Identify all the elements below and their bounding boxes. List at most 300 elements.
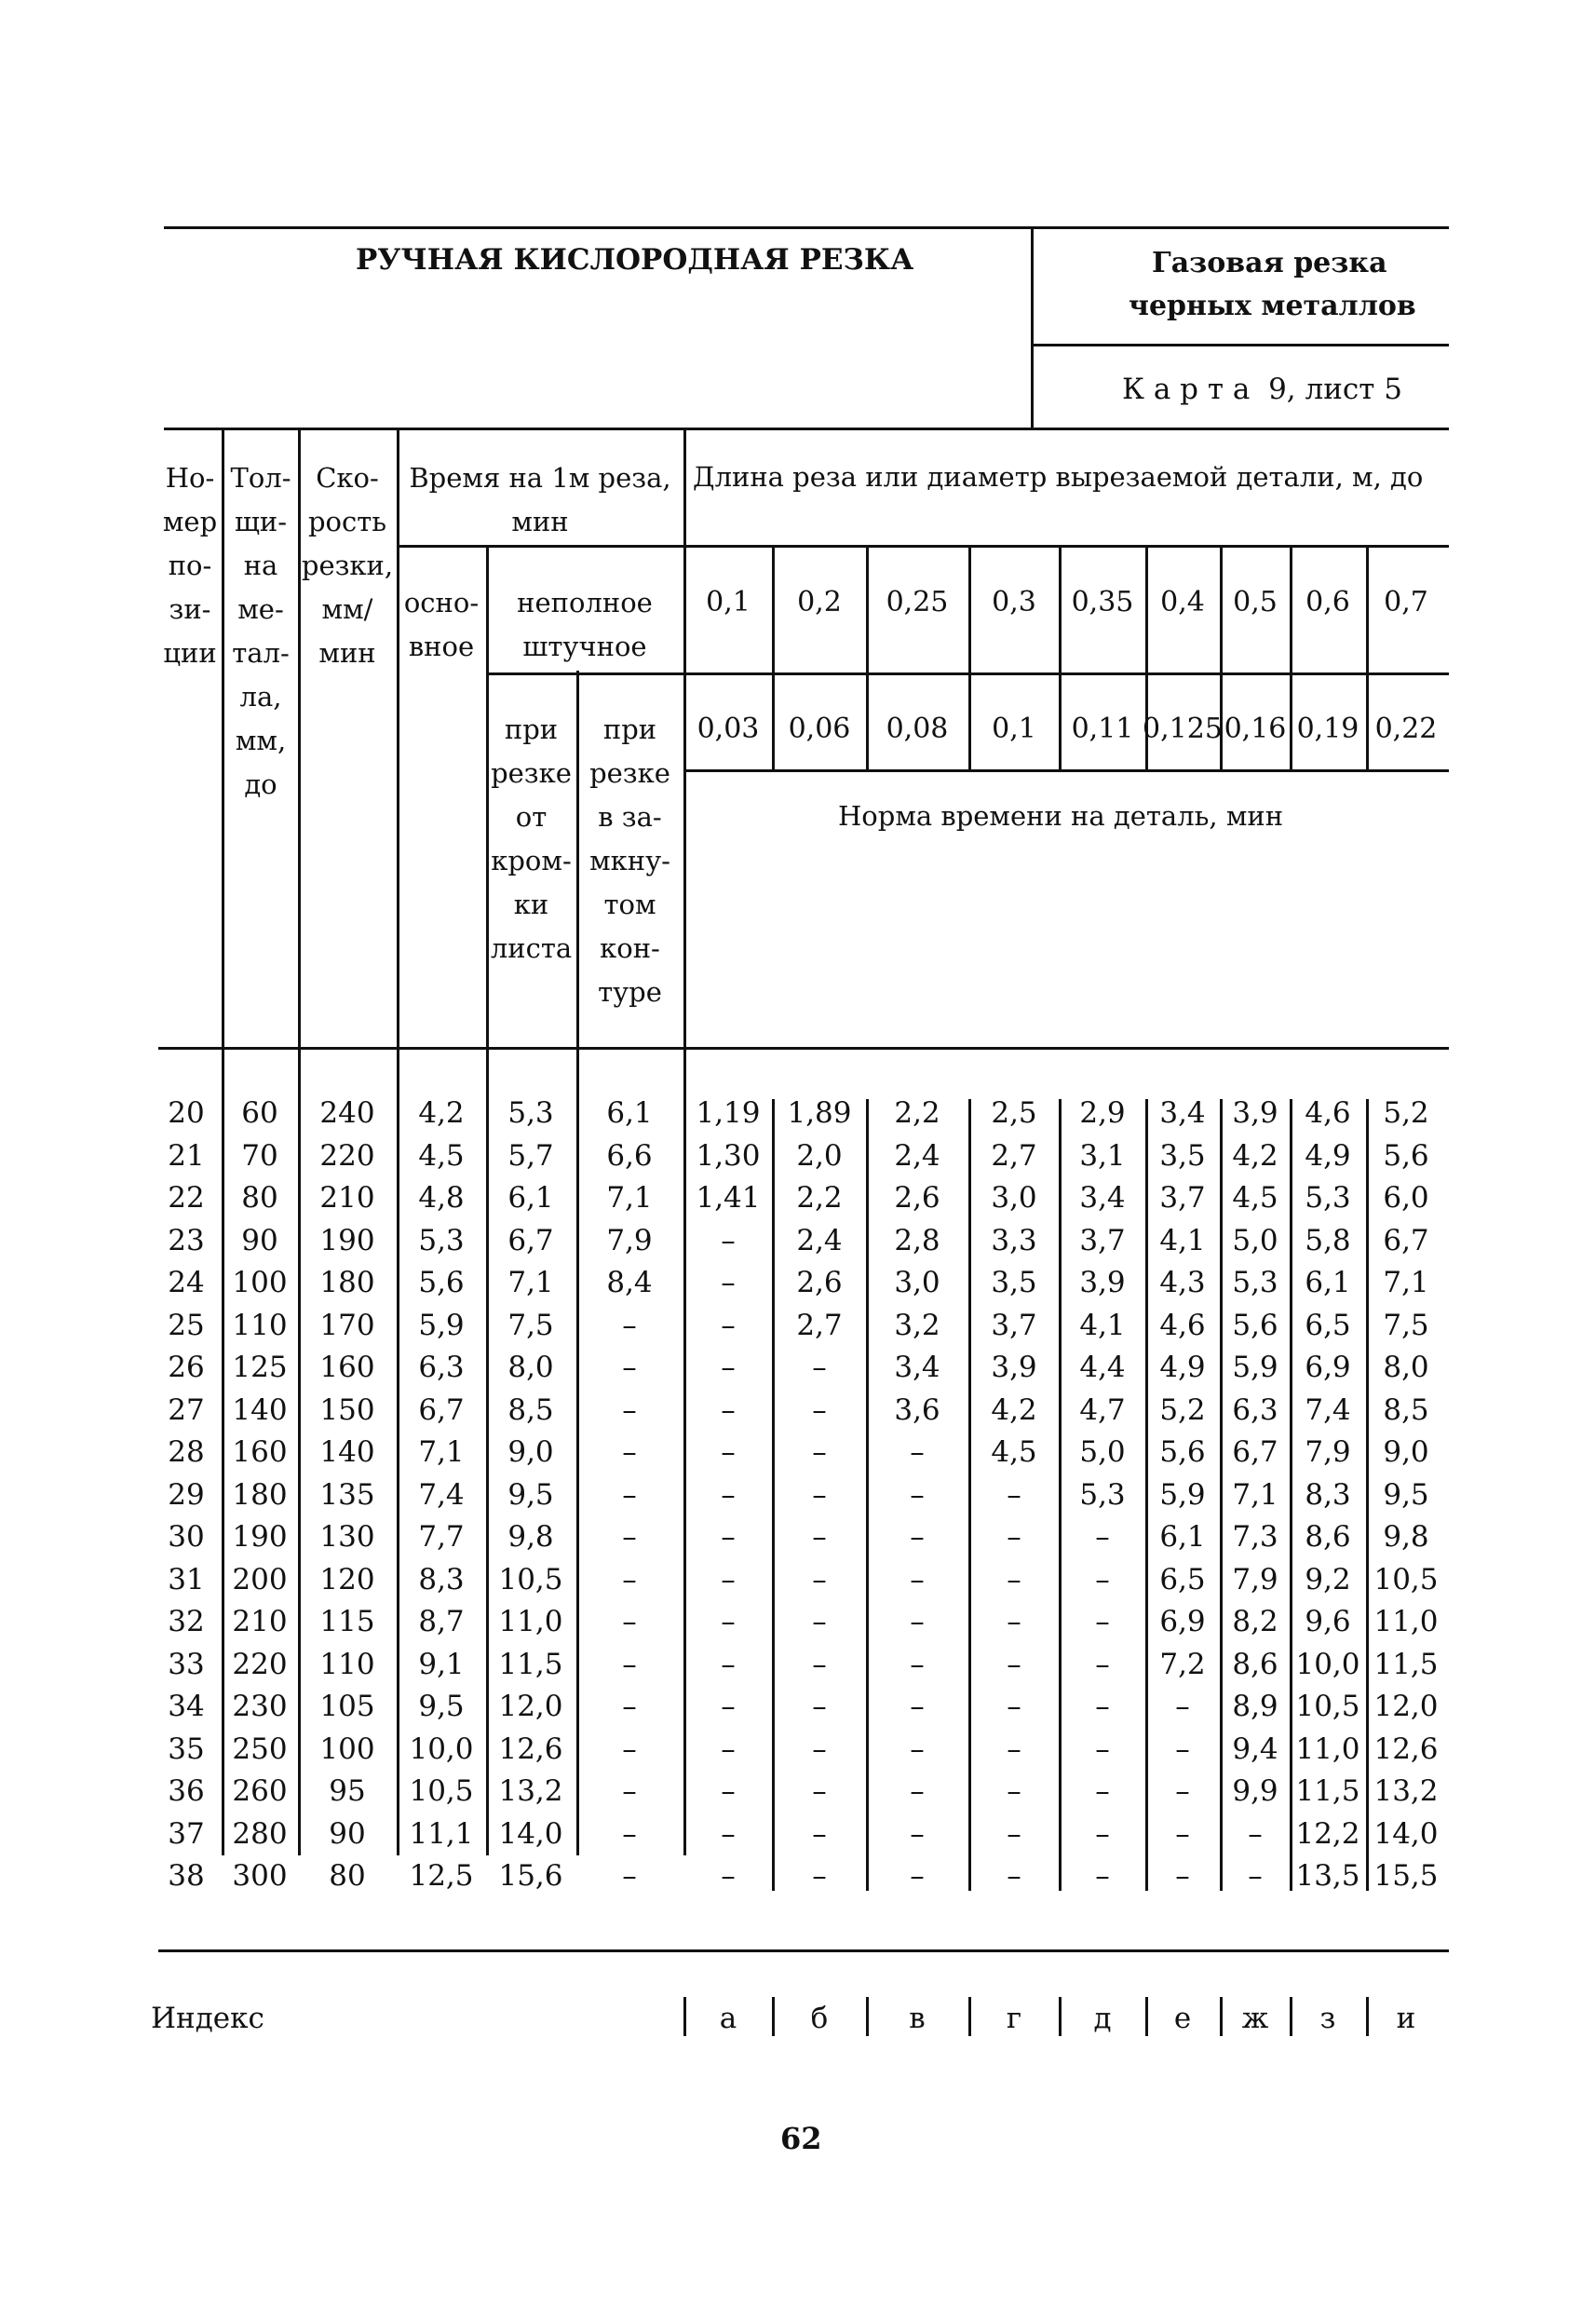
table-cell: 2,0 — [796, 1138, 843, 1173]
table-cell: 7,1 — [507, 1266, 554, 1299]
table-cell: 4,5 — [991, 1435, 1037, 1469]
table-cell: 11,0 — [498, 1605, 563, 1638]
table-cell: – — [1095, 1859, 1110, 1893]
index-letter: з — [1319, 2002, 1336, 2035]
table-cell: 9,0 — [507, 1435, 554, 1469]
table-cell: 3,4 — [1159, 1096, 1206, 1130]
table-cell: – — [1175, 1859, 1190, 1893]
table-cell: 10,5 — [409, 1774, 474, 1808]
table-cell: 25 — [168, 1308, 205, 1342]
table-cell: 20 — [168, 1096, 205, 1130]
table-cell: 3,3 — [991, 1223, 1037, 1257]
table-cell: 4,2 — [991, 1392, 1037, 1427]
hdr-text: штучное — [522, 631, 647, 662]
table-cell: 3,6 — [894, 1392, 940, 1427]
table-cell: 5,9 — [1232, 1351, 1278, 1384]
table-cell: 9,4 — [1232, 1732, 1278, 1766]
hdr-text: мин — [318, 637, 376, 669]
diameter-value: 0,16 — [1224, 713, 1287, 745]
index-letter: и — [1396, 2002, 1416, 2035]
table-cell: 260 — [232, 1774, 288, 1808]
index-letter: в — [909, 2002, 926, 2035]
table-cell: 33 — [168, 1647, 205, 1681]
table-cell: 4,2 — [418, 1096, 465, 1130]
table-cell: – — [721, 1816, 736, 1851]
table-cell: 32 — [168, 1605, 205, 1638]
table-cell: 4,2 — [1232, 1138, 1278, 1173]
table-cell: 23 — [168, 1223, 205, 1257]
table-cell: 11,5 — [1373, 1647, 1439, 1681]
table-cell: – — [622, 1647, 637, 1681]
header-thickness — [223, 456, 298, 807]
diameter-value: 0,125 — [1143, 713, 1223, 745]
table-cell: 6,9 — [1159, 1605, 1206, 1638]
table-cell: – — [1007, 1520, 1021, 1554]
body-col-divider — [1145, 1099, 1148, 1891]
table-cell: 1,41 — [696, 1181, 761, 1215]
table-cell: 8,2 — [1232, 1605, 1278, 1638]
table-cell: – — [1095, 1816, 1110, 1851]
table-cell: 230 — [232, 1690, 288, 1723]
table-cell: 3,1 — [1079, 1138, 1126, 1173]
table-cell: 28 — [168, 1435, 205, 1469]
header-edge-cut — [486, 708, 576, 971]
table-cell: 6,7 — [418, 1392, 465, 1427]
table-cell: – — [622, 1351, 637, 1384]
table-cell: – — [622, 1520, 637, 1554]
table-cell: 220 — [319, 1138, 375, 1173]
table-cell: 8,0 — [1383, 1351, 1429, 1384]
table-cell: – — [812, 1605, 827, 1638]
header-pos-num — [158, 456, 222, 675]
table-cell: 8,3 — [418, 1562, 465, 1596]
table-cell: 6,7 — [1383, 1223, 1429, 1257]
diameter-value: 0,22 — [1374, 713, 1438, 745]
hdr-text: щи- — [234, 506, 288, 537]
table-cell: – — [812, 1562, 827, 1596]
table-cell: 11,5 — [498, 1647, 563, 1681]
table-cell: 29 — [168, 1477, 205, 1512]
table-cell: – — [812, 1392, 827, 1427]
table-cell: 90 — [329, 1816, 366, 1851]
table-cell: 70 — [241, 1138, 278, 1173]
table-cell: – — [721, 1647, 736, 1681]
table-cell: 10,0 — [409, 1732, 474, 1766]
index-letter: а — [719, 2002, 737, 2035]
table-cell: 3,2 — [894, 1308, 940, 1342]
table-cell: 21 — [168, 1138, 205, 1173]
table-cell: 100 — [319, 1732, 375, 1766]
body-col-divider — [968, 1099, 971, 1891]
table-cell: 3,7 — [1159, 1181, 1206, 1215]
table-cell: 6,3 — [1232, 1392, 1278, 1427]
table-cell: 170 — [319, 1308, 375, 1342]
table-cell: – — [1007, 1859, 1021, 1893]
table-cell: – — [910, 1690, 925, 1723]
diameter-value: 0,08 — [886, 713, 949, 745]
hdr-text: Время на 1м реза, — [409, 462, 671, 494]
table-cell: 11,0 — [1295, 1732, 1360, 1766]
table-cell: – — [1175, 1774, 1190, 1808]
table-cell: 14,0 — [1373, 1816, 1439, 1851]
table-cell: 9,5 — [1383, 1477, 1429, 1512]
table-cell: 8,4 — [606, 1266, 653, 1299]
hdr-text: зи- — [169, 593, 211, 625]
table-cell: 7,9 — [606, 1223, 653, 1257]
length-group-rule — [683, 545, 1449, 548]
table-cell: 6,6 — [606, 1138, 653, 1173]
index-divider — [866, 1997, 869, 2036]
table-cell: 180 — [319, 1266, 375, 1299]
table-cell: 22 — [168, 1181, 205, 1215]
table-cell: – — [812, 1477, 827, 1512]
diameter-value: 0,1 — [992, 713, 1036, 745]
table-cell: 10,5 — [1295, 1690, 1360, 1723]
table-cell: 4,1 — [1159, 1223, 1206, 1257]
diameter-value: 0,19 — [1296, 713, 1359, 745]
table-cell: 4,8 — [418, 1181, 465, 1215]
table-cell: 2,7 — [796, 1308, 843, 1342]
table-cell: 6,0 — [1383, 1181, 1429, 1215]
table-cell: – — [812, 1732, 827, 1766]
table-cell: – — [721, 1690, 736, 1723]
body-col-divider — [772, 1099, 775, 1891]
table-cell: 4,3 — [1159, 1266, 1206, 1299]
table-cell: – — [1175, 1690, 1190, 1723]
diameters-rule — [683, 769, 1449, 772]
table-cell: – — [910, 1435, 925, 1469]
table-cell: – — [721, 1435, 736, 1469]
hdr-text: мм/ — [321, 593, 373, 625]
table-cell: 9,1 — [418, 1647, 465, 1681]
table-cell: 180 — [232, 1477, 288, 1512]
table-cell: 2,4 — [796, 1223, 843, 1257]
table-cell: 11,1 — [409, 1816, 474, 1851]
hdr-text: резки, — [301, 550, 394, 581]
table-cell: 24 — [168, 1266, 205, 1299]
table-cell: 10,0 — [1295, 1647, 1360, 1681]
table-cell: 5,3 — [1079, 1477, 1126, 1512]
table-cell: – — [721, 1392, 736, 1427]
table-cell: 27 — [168, 1392, 205, 1427]
table-cell: – — [1175, 1732, 1190, 1766]
table-cell: 26 — [168, 1351, 205, 1384]
time-group-rule — [397, 545, 683, 548]
table-cell: – — [812, 1859, 827, 1893]
hdr-text: в за- — [598, 801, 662, 833]
table-cell: – — [910, 1520, 925, 1554]
table-cell: 11,5 — [1295, 1774, 1360, 1808]
table-cell: 7,3 — [1232, 1520, 1278, 1554]
table-cell: 95 — [329, 1774, 366, 1808]
table-cell: 7,1 — [606, 1181, 653, 1215]
table-cell: 8,0 — [507, 1351, 554, 1384]
table-cell: 9,5 — [507, 1477, 554, 1512]
table-cell: 200 — [232, 1562, 288, 1596]
table-cell: 4,9 — [1305, 1138, 1351, 1173]
table-cell: – — [721, 1605, 736, 1638]
table-cell: – — [910, 1605, 925, 1638]
table-cell: – — [910, 1859, 925, 1893]
table-cell: 220 — [232, 1647, 288, 1681]
table-cell: 5,6 — [418, 1266, 465, 1299]
table-cell: 190 — [319, 1223, 375, 1257]
table-cell: 2,5 — [991, 1096, 1037, 1130]
table-cell: 7,7 — [418, 1520, 465, 1554]
table-cell: 5,2 — [1159, 1392, 1206, 1427]
table-cell: – — [622, 1392, 637, 1427]
table-cell: 4,6 — [1305, 1096, 1351, 1130]
table-cell: 190 — [232, 1520, 288, 1554]
hdr-text: мкну- — [589, 845, 670, 876]
table-cell: – — [1007, 1605, 1021, 1638]
hdr-text: ме- — [237, 593, 284, 625]
table-cell: 14,0 — [498, 1816, 563, 1851]
hdr-text: осно- — [403, 587, 480, 618]
table-cell: 160 — [319, 1351, 375, 1384]
hdr-text: мм, — [235, 725, 287, 756]
table-cell: – — [1095, 1774, 1110, 1808]
table-cell: – — [910, 1647, 925, 1681]
hdr-text: рость — [307, 506, 387, 537]
hdr-text: при — [602, 713, 657, 745]
table-cell: 3,9 — [1232, 1096, 1278, 1130]
header-basic — [397, 581, 486, 669]
length-value: 0,4 — [1160, 586, 1205, 618]
table-cell: – — [1007, 1816, 1021, 1851]
card-rule — [1031, 344, 1449, 346]
hdr-text: тал- — [232, 637, 290, 669]
table-cell: 13,2 — [498, 1774, 563, 1808]
table-cell: 7,1 — [418, 1435, 465, 1469]
table-cell: 9,6 — [1305, 1605, 1351, 1638]
length-value: 0,25 — [886, 586, 949, 618]
table-cell: 140 — [319, 1435, 375, 1469]
table-cell: 5,8 — [1305, 1223, 1351, 1257]
header-divider — [1031, 226, 1034, 429]
hdr-text: мер — [162, 506, 218, 537]
table-cell: – — [910, 1816, 925, 1851]
hdr-text: Тол- — [230, 462, 291, 494]
table-cell: – — [622, 1816, 637, 1851]
hdr-text: Ско- — [316, 462, 379, 494]
table-cell: – — [622, 1435, 637, 1469]
table-cell: 12,2 — [1295, 1816, 1360, 1851]
table-header-bottom — [158, 1047, 1449, 1050]
index-divider — [1366, 1997, 1369, 2036]
index-divider — [772, 1997, 775, 2036]
table-cell: 1,19 — [696, 1096, 761, 1130]
lengths-rule — [683, 672, 1449, 675]
table-cell: 8,5 — [1383, 1392, 1429, 1427]
table-cell: 3,4 — [894, 1351, 940, 1384]
table-cell: 6,1 — [606, 1096, 653, 1130]
table-cell: 7,1 — [1383, 1266, 1429, 1299]
table-cell: 130 — [319, 1520, 375, 1554]
table-cell: 6,7 — [1232, 1435, 1278, 1469]
table-cell: – — [1095, 1690, 1110, 1723]
table-cell: 100 — [232, 1266, 288, 1299]
table-cell: – — [1007, 1732, 1021, 1766]
table-cell: – — [1095, 1732, 1110, 1766]
table-cell: 7,4 — [1305, 1392, 1351, 1427]
table-cell: – — [1095, 1520, 1110, 1554]
table-cell: 4,1 — [1079, 1308, 1126, 1342]
table-cell: 2,7 — [991, 1138, 1037, 1173]
table-cell: 5,6 — [1232, 1308, 1278, 1342]
table-cell: – — [1175, 1816, 1190, 1851]
table-cell: 80 — [241, 1181, 278, 1215]
index-letter: г — [1006, 2002, 1022, 2035]
table-cell: 2,2 — [796, 1181, 843, 1215]
hdr-text: туре — [598, 976, 662, 1008]
table-cell: – — [812, 1774, 827, 1808]
table-cell: 9,2 — [1305, 1562, 1351, 1596]
hdr-text: ла, — [239, 681, 282, 713]
index-divider — [1145, 1997, 1148, 2036]
index-letter: б — [810, 2002, 829, 2035]
body-col-divider — [1290, 1099, 1292, 1891]
body-col-divider — [1220, 1099, 1223, 1891]
table-cell: 8,6 — [1305, 1520, 1351, 1554]
table-cell: – — [1095, 1647, 1110, 1681]
table-cell: 15,6 — [498, 1859, 563, 1893]
table-cell: – — [910, 1477, 925, 1512]
length-value: 0,35 — [1071, 586, 1134, 618]
diameter-value: 0,03 — [697, 713, 760, 745]
table-cell: – — [812, 1690, 827, 1723]
table-bottom-rule — [158, 1949, 1449, 1952]
hdr-text: по- — [168, 550, 212, 581]
table-cell: – — [721, 1562, 736, 1596]
table-cell: 13,2 — [1373, 1774, 1439, 1808]
table-cell: 3,9 — [991, 1351, 1037, 1384]
table-cell: 8,5 — [507, 1392, 554, 1427]
index-divider — [683, 1997, 686, 2036]
table-cell: 31 — [168, 1562, 205, 1596]
table-cell: 3,9 — [1079, 1266, 1126, 1299]
table-cell: – — [1007, 1562, 1021, 1596]
table-cell: 12,0 — [1373, 1690, 1439, 1723]
table-cell: 210 — [232, 1605, 288, 1638]
card-label: К а р т а 9, лист 5 — [1122, 373, 1402, 406]
table-cell: 7,2 — [1159, 1647, 1206, 1681]
table-cell: 4,5 — [1232, 1181, 1278, 1215]
table-cell: 3,5 — [1159, 1138, 1206, 1173]
table-cell: 11,0 — [1373, 1605, 1439, 1638]
header-speed — [298, 456, 397, 675]
table-cell: 5,3 — [1232, 1266, 1278, 1299]
table-cell: 9,8 — [1383, 1520, 1429, 1554]
table-cell: 4,5 — [418, 1138, 465, 1173]
table-cell: 3,0 — [894, 1266, 940, 1299]
table-cell: 12,5 — [409, 1859, 474, 1893]
table-cell: 135 — [319, 1477, 375, 1512]
table-cell: 250 — [232, 1732, 288, 1766]
table-cell: 5,6 — [1159, 1435, 1206, 1469]
index-letter: е — [1173, 2002, 1192, 2035]
table-cell: 115 — [319, 1605, 375, 1638]
table-cell: 5,9 — [1159, 1477, 1206, 1512]
table-cell: 8,3 — [1305, 1477, 1351, 1512]
hdr-text: неполное — [517, 587, 653, 618]
table-cell: – — [721, 1223, 736, 1257]
table-cell: 5,9 — [418, 1308, 465, 1342]
diameter-value: 0,06 — [788, 713, 851, 745]
table-cell: – — [721, 1477, 736, 1512]
table-cell: 13,5 — [1295, 1859, 1360, 1893]
body-col-divider — [866, 1099, 869, 1891]
table-cell: 3,7 — [1079, 1223, 1126, 1257]
page-title: РУЧНАЯ КИСЛОРОДНАЯ РЕЗКА — [356, 243, 914, 277]
table-cell: 140 — [232, 1392, 288, 1427]
length-value: 0,7 — [1384, 586, 1428, 618]
hdr-text: резке — [491, 757, 572, 789]
hdr-text: Но- — [165, 462, 215, 494]
table-cell: 7,4 — [418, 1477, 465, 1512]
header-norm: Норма времени на деталь, мин — [838, 800, 1284, 832]
hdr-text: мин — [511, 506, 569, 537]
table-cell: – — [910, 1732, 925, 1766]
table-cell: – — [622, 1732, 637, 1766]
length-value: 0,3 — [992, 586, 1036, 618]
table-cell: 38 — [168, 1859, 205, 1893]
incomplete-rule — [486, 672, 683, 675]
table-cell: – — [721, 1859, 736, 1893]
table-cell: 4,7 — [1079, 1392, 1126, 1427]
table-cell: – — [622, 1477, 637, 1512]
table-cell: – — [1007, 1690, 1021, 1723]
table-cell: – — [1248, 1859, 1263, 1893]
table-cell: 8,6 — [1232, 1647, 1278, 1681]
table-cell: 12,6 — [1373, 1732, 1439, 1766]
index-divider — [1220, 1997, 1223, 2036]
table-cell: 8,9 — [1232, 1690, 1278, 1723]
table-cell: 6,1 — [1305, 1266, 1351, 1299]
table-cell: – — [721, 1351, 736, 1384]
table-cell: 150 — [319, 1392, 375, 1427]
table-cell: 9,8 — [507, 1520, 554, 1554]
subtitle-line-1: Газовая резка — [1152, 247, 1387, 279]
table-cell: – — [1007, 1477, 1021, 1512]
hdr-text: вное — [408, 631, 475, 662]
table-cell: – — [721, 1520, 736, 1554]
table-cell: 300 — [232, 1859, 288, 1893]
table-cell: 3,7 — [991, 1308, 1037, 1342]
table-cell: 2,6 — [894, 1181, 940, 1215]
table-cell: 5,3 — [1305, 1181, 1351, 1215]
table-cell: – — [721, 1732, 736, 1766]
table-cell: 5,6 — [1383, 1138, 1429, 1173]
table-cell: 9,9 — [1232, 1774, 1278, 1808]
index-divider — [1290, 1997, 1292, 2036]
header-length-group: Длина реза или диаметр вырезаемой детали, м, до — [693, 461, 1424, 493]
table-cell: 3,4 — [1079, 1181, 1126, 1215]
table-cell: 160 — [232, 1435, 288, 1469]
table-cell: – — [910, 1562, 925, 1596]
table-cell: – — [721, 1308, 736, 1342]
table-cell: 7,1 — [1232, 1477, 1278, 1512]
table-cell: 9,5 — [418, 1690, 465, 1723]
table-cell: – — [812, 1816, 827, 1851]
table-cell: 280 — [232, 1816, 288, 1851]
table-cell: 5,3 — [507, 1096, 554, 1130]
table-cell: – — [622, 1774, 637, 1808]
page-number: 62 — [780, 2121, 822, 2156]
table-cell: 2,8 — [894, 1223, 940, 1257]
table-cell: 3,5 — [991, 1266, 1037, 1299]
hdr-text: при — [504, 713, 559, 745]
